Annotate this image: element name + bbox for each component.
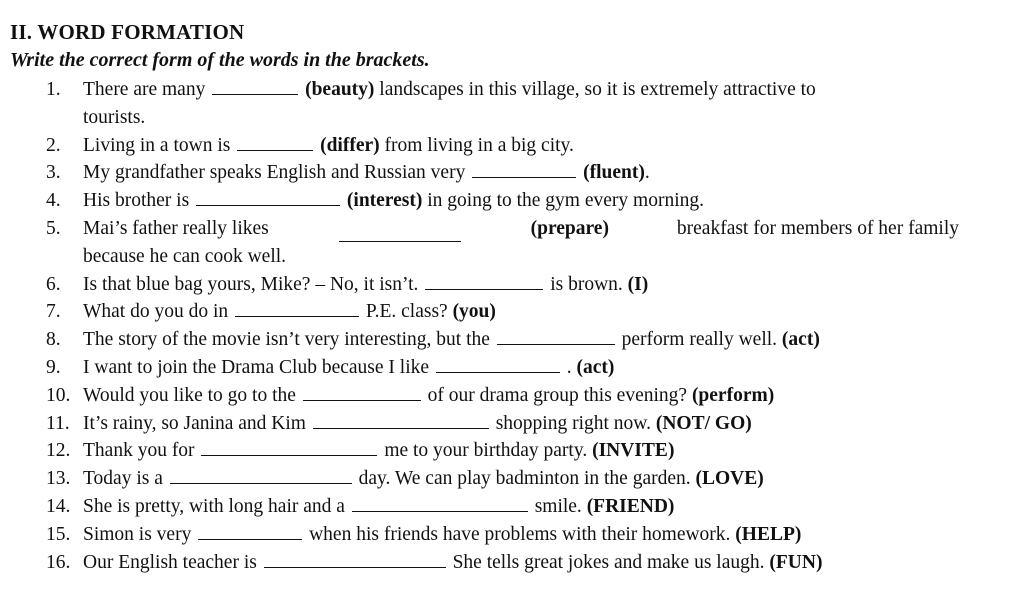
list-item (0, 410, 1024, 438)
item-number: 13. (46, 468, 71, 490)
word-cue: (NOT/ GO) (655, 412, 752, 434)
item-text: day. We can play badminton in the garden. (358, 468, 691, 490)
answer-blank[interactable] (436, 356, 560, 373)
answer-blank[interactable] (170, 467, 352, 484)
list-item (0, 437, 1024, 465)
item-text: What do you do in (83, 301, 229, 323)
item-number: 6. (46, 273, 61, 295)
item-number: 3. (46, 162, 61, 184)
list-item (0, 549, 1024, 577)
item-text: She is pretty, with long hair and a (83, 495, 345, 517)
item-text: when his friends have problems with their homework. (309, 523, 731, 545)
answer-blank[interactable] (472, 161, 576, 178)
word-cue: (interest) (346, 190, 423, 212)
answer-blank[interactable] (237, 134, 313, 151)
item-text: Would you like to go to the (83, 384, 296, 406)
item-number: 8. (46, 329, 61, 351)
item-text: Is that blue bag yours, Mike? – No, it isn’t. (83, 273, 419, 295)
item-text: She tells great jokes and make us laugh. (452, 551, 765, 573)
word-cue: (prepare) (530, 217, 609, 239)
list-item (0, 298, 1024, 326)
item-text: Simon is very (83, 523, 192, 545)
word-cue: (LOVE) (695, 468, 764, 490)
answer-blank[interactable] (198, 523, 302, 540)
item-text: Our English teacher is (83, 551, 257, 573)
item-number: 15. (46, 523, 71, 545)
item-text: Thank you for (83, 440, 195, 462)
word-cue: (HELP) (735, 523, 802, 545)
item-text: of our drama group this evening? (427, 384, 688, 406)
list-item (0, 382, 1024, 410)
item-text: . (644, 162, 650, 184)
exercise-list (0, 76, 1024, 576)
item-number: 11. (46, 412, 70, 434)
item-text: Today is a (83, 468, 163, 490)
list-item (0, 159, 1024, 187)
item-number: 12. (46, 440, 71, 462)
word-cue: (I) (627, 273, 649, 295)
answer-blank[interactable] (352, 495, 528, 512)
answer-blank[interactable] (196, 189, 340, 206)
item-text: There are many (83, 79, 206, 100)
list-item (0, 521, 1024, 549)
word-cue: (fluent) (583, 162, 645, 184)
word-cue: (you) (452, 301, 496, 323)
word-cue: (beauty) (305, 79, 375, 100)
list-item (0, 465, 1024, 493)
section-title: II. WORD FORMATION (10, 20, 245, 44)
answer-blank[interactable] (264, 551, 446, 568)
item-number: 5. (46, 217, 61, 239)
item-text: is brown. (550, 273, 623, 295)
answer-blank[interactable] (497, 328, 615, 345)
item-text: from living in a big city. (384, 134, 574, 156)
word-cue: (INVITE) (592, 440, 675, 462)
item-text: My grandfather speaks English and Russian very (83, 162, 466, 184)
item-number: 7. (46, 301, 61, 323)
answer-blank[interactable] (212, 78, 298, 95)
list-item (0, 187, 1024, 215)
item-text: me to your birthday party. (384, 440, 588, 462)
word-cue: (FRIEND) (586, 495, 675, 517)
item-text: . (566, 356, 572, 378)
item-number: 1. (46, 79, 61, 100)
answer-blank[interactable] (313, 412, 489, 429)
answer-blank[interactable] (201, 439, 377, 456)
item-number: 4. (46, 190, 61, 212)
instruction-text: Write the correct form of the words in the brackets. (10, 49, 430, 71)
item-text: smile. (534, 495, 582, 517)
item-text: It’s rainy, so Janina and Kim (83, 412, 306, 434)
item-text: Living in a town is (83, 134, 231, 156)
item-text: The story of the movie isn’t very interesting, but the (83, 329, 490, 351)
list-item (0, 76, 1024, 132)
list-item (0, 132, 1024, 160)
item-number: 14. (46, 495, 71, 517)
item-number: 9. (46, 356, 61, 378)
answer-blank[interactable] (425, 273, 543, 290)
list-item (0, 271, 1024, 299)
item-continuation: because he can cook well. (83, 245, 287, 267)
item-text: shopping right now. (495, 412, 651, 434)
item-continuation: tourists. (83, 106, 146, 128)
answer-blank[interactable] (303, 384, 421, 401)
word-cue: (FUN) (769, 551, 823, 573)
word-cue: (act) (576, 356, 615, 378)
item-text: I want to join the Drama Club because I like (83, 356, 430, 378)
answer-blank[interactable] (235, 300, 359, 317)
answer-blank[interactable] (339, 225, 461, 242)
word-cue: (differ) (320, 134, 380, 156)
item-text: breakfast for members of her family (676, 217, 959, 239)
list-item (0, 326, 1024, 354)
item-text: landscapes in this village, so it is extremely attractive to (379, 79, 816, 100)
list-item (0, 215, 1024, 271)
item-number: 10. (46, 384, 71, 406)
item-text: perform really well. (621, 329, 778, 351)
item-text: P.E. class? (365, 301, 448, 323)
item-number: 2. (46, 134, 61, 156)
item-text: Mai’s father really likes (83, 217, 269, 239)
item-number: 16. (46, 551, 71, 573)
item-text: His brother is (83, 190, 190, 212)
word-cue: (act) (781, 329, 820, 351)
word-cue: (perform) (691, 384, 775, 406)
list-item (0, 354, 1024, 382)
list-item (0, 493, 1024, 521)
item-text: in going to the gym every morning. (427, 190, 704, 212)
